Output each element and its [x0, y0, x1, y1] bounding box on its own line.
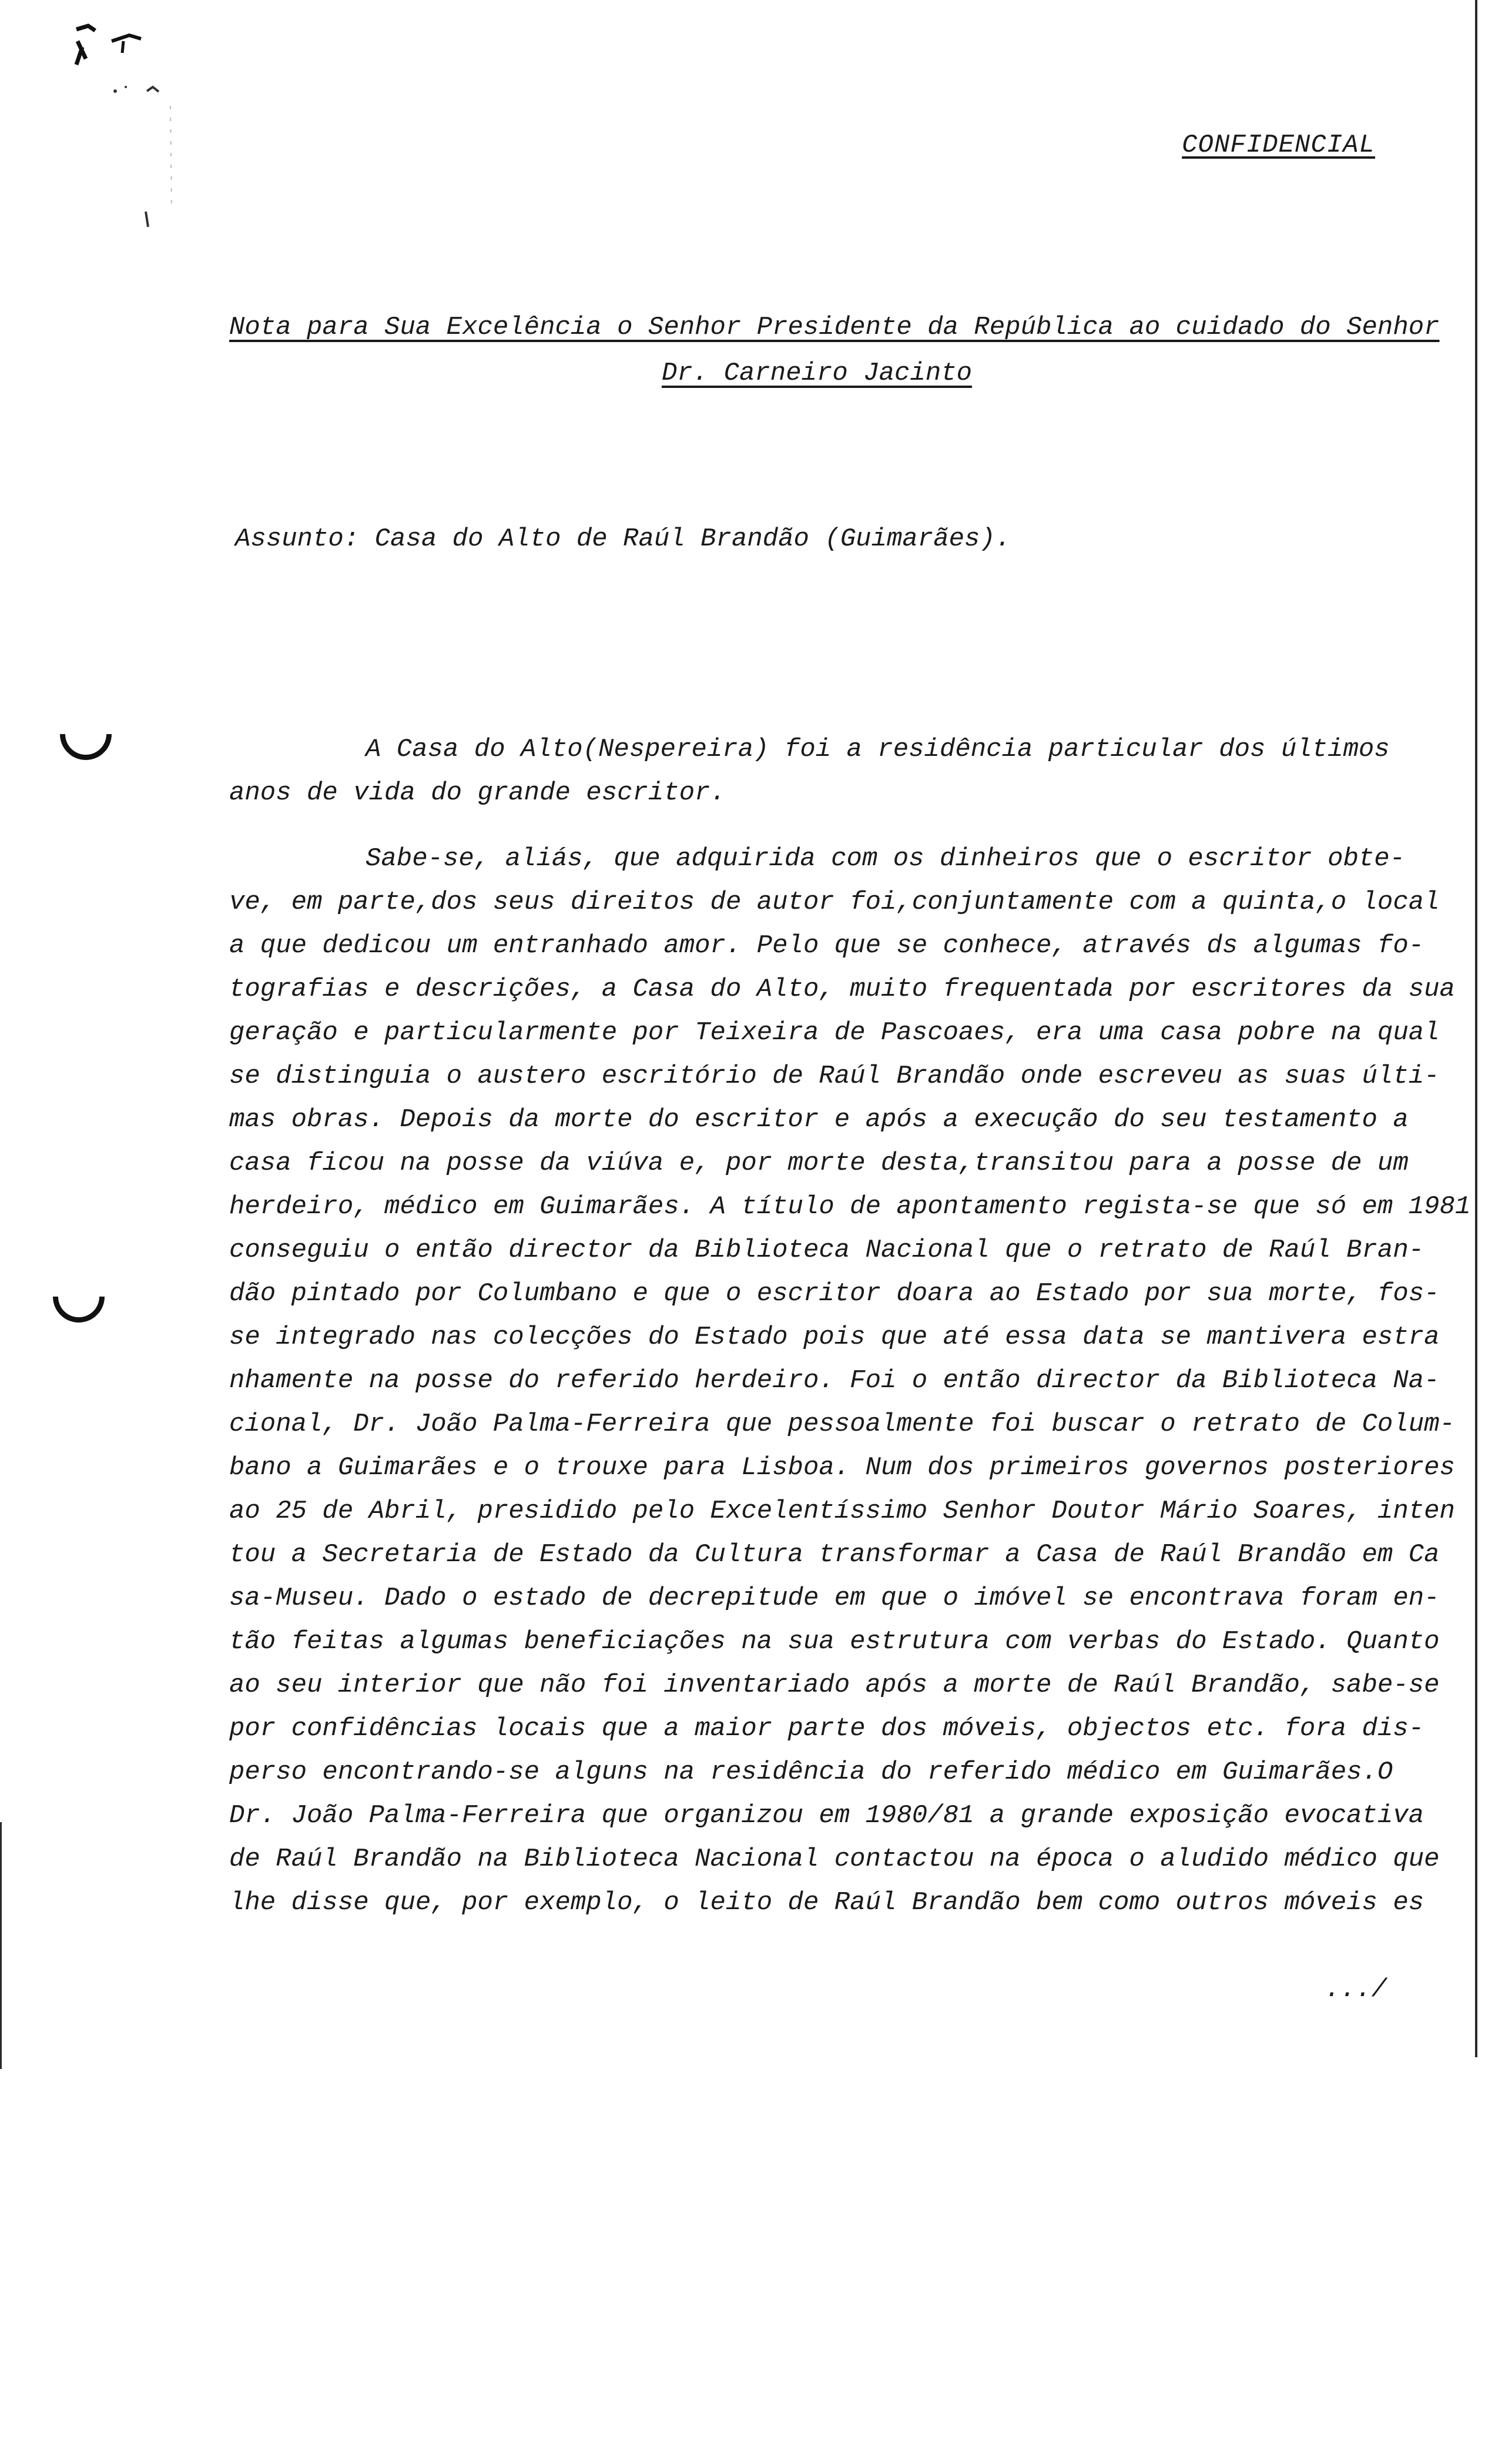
body-line: ao seu interior que não foi inventariado após a morte de Raúl Brandão, sabe-se: [229, 1670, 1440, 1700]
body-line: Dr. João Palma-Ferreira que organizou em 1980/81 a grande exposição evocativa: [229, 1801, 1424, 1830]
body-line: ve, em parte,dos seus direitos de autor foi,conjuntamente com a quinta,o local: [229, 888, 1440, 917]
body-line: perso encontrando-se alguns na residência do referido médico em Guimarães.O: [229, 1757, 1393, 1787]
body-line: cional, Dr. João Palma-Ferreira que pessoalmente foi buscar o retrato de Colum-: [229, 1410, 1455, 1439]
scan-marks: [65, 18, 212, 241]
body-line: casa ficou na posse da viúva e, por morte desta,transitou para a posse de um: [229, 1149, 1409, 1178]
body-line: sa-Museu. Dado o estado de decrepitude em que o imóvel se encontrava foram en-: [229, 1583, 1440, 1613]
classification-label: CONFIDENCIAL: [1182, 130, 1375, 160]
body-line: anos de vida do grande escritor.: [229, 778, 726, 808]
body-line: A Casa do Alto(Nespereira) foi a residência particular dos últimos: [366, 735, 1390, 764]
page-continuation-mark: .../: [1325, 1975, 1387, 2004]
body-line: bano a Guimarães e o trouxe para Lisboa. Num dos primeiros governos posteriores: [229, 1453, 1455, 1482]
subject-line: Assunto: Casa do Alto de Raúl Brandão (Guimarães).: [235, 524, 1011, 554]
body-line: geração e particularmente por Teixeira de Pascoaes, era uma casa pobre na qual: [229, 1018, 1440, 1047]
body-line: nhamente na posse do referido herdeiro. Foi o então director da Biblioteca Na-: [229, 1366, 1440, 1395]
body-line: se distinguia o austero escritório de Raúl Brandão onde escreveu as suas últi-: [229, 1062, 1440, 1091]
body-line: por confidências locais que a maior parte dos móveis, objectos etc. fora dis-: [229, 1714, 1424, 1743]
page-edge-shadow-left: [0, 1822, 2, 2069]
body-line: Sabe-se, aliás, que adquirida com os dinheiros que o escritor obte-: [366, 844, 1406, 873]
punch-hole-mark-top: [49, 698, 122, 771]
body-line: lhe disse que, por exemplo, o leito de Raúl Brandão bem como outros móveis es: [229, 1888, 1424, 1917]
body-text: [229, 728, 1471, 1924]
body-line: tografias e descrições, a Casa do Alto, muito frequentada por escritores da sua: [229, 975, 1455, 1004]
memo-title: [229, 304, 1440, 396]
body-line: dão pintado por Columbano e que o escritor doara ao Estado por sua morte, fos-: [229, 1279, 1440, 1308]
body-line: a que dedicou um entranhado amor. Pelo que se conhece, através ds algumas fo-: [229, 931, 1424, 960]
body-line: de Raúl Brandão na Biblioteca Nacional contactou na época o aludido médico que: [229, 1844, 1440, 1874]
page-edge-shadow-right: [1475, 0, 1477, 2057]
body-line: se integrado nas colecções do Estado pois que até essa data se mantivera estra: [229, 1323, 1440, 1352]
body-line: herdeiro, médico em Guimarães. A título de apontamento regista-se que só em 1981: [229, 1192, 1471, 1221]
body-line: mas obras. Depois da morte do escritor e após a execução do seu testamento a: [229, 1105, 1409, 1134]
title-line-2: Dr. Carneiro Jacinto: [661, 359, 973, 388]
body-line: conseguiu o então director da Biblioteca Nacional que o retrato de Raúl Bran-: [229, 1236, 1424, 1265]
title-line-1: Nota para Sua Excelência o Senhor Presidente da República ao cuidado do Senhor: [229, 313, 1440, 342]
punch-hole-mark-bottom: [42, 1260, 115, 1333]
body-line: ao 25 de Abril, presidido pelo Excelentíssimo Senhor Doutor Mário Soares, inten: [229, 1497, 1455, 1526]
body-line: tão feitas algumas beneficiações na sua estrutura com verbas do Estado. Quanto: [229, 1627, 1440, 1656]
body-line: tou a Secretaria de Estado da Cultura transformar a Casa de Raúl Brandão em Ca: [229, 1540, 1440, 1569]
